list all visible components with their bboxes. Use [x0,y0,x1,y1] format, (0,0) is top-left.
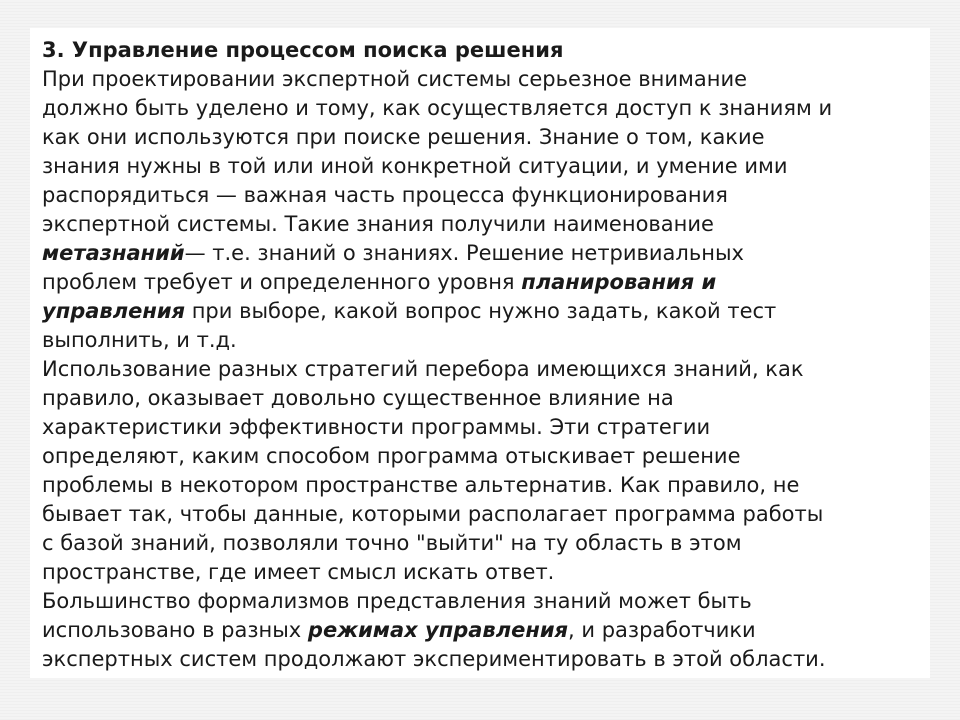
text-line: определяют, каким способом программа отыскивает решение [42,444,741,468]
text-line [42,268,920,297]
text-line: Большинство формализмов представления знаний может быть [42,589,752,613]
text-line: как они используются при поиске решения. Знание о том, какие [42,125,765,149]
text-line: проблемы в некотором пространстве альтернатив. Как правило, не [42,473,800,497]
text-line: с базой знаний, позволяли точно "выйти" на ту область в этом [42,531,742,555]
text-line [42,239,920,268]
text-line: знания нужны в той или иной конкретной ситуации, и умение ими [42,154,788,178]
text-fragment: при выборе, какой вопрос нужно задать, какой тест [185,299,777,323]
term-control: управления [42,299,186,323]
text-fragment: — т.е. знаний о знаниях. Решение нетривиальных [184,241,744,265]
term-metaknowledge: метазнаний [42,241,185,265]
term-control-modes: режимах управления [307,618,569,642]
text-line [42,616,920,645]
text-line: пространстве, где имеет смысл искать ответ. [42,560,555,584]
text-fragment: использовано в разных [42,618,308,642]
text-line [42,297,920,326]
text-line: экспертных систем продолжают экспериментировать в этой области. [42,647,826,671]
text-line: должно быть уделено и тому, как осуществляется доступ к знаниям и [42,96,833,120]
text-line: характеристики эффективности программы. Эти стратегии [42,415,711,439]
paragraph-2 [42,355,920,587]
text-line: правило, оказывает довольно существенное влияние на [42,386,674,410]
text-line: бывает так, чтобы данные, которыми располагает программа работы [42,502,824,526]
paragraph-3 [42,587,920,674]
text-line: распорядиться — важная часть процесса функционирования [42,183,728,207]
text-fragment: проблем требует и определенного уровня [42,270,522,294]
slide-title: 3. Управление процессом поиска решения [42,38,564,62]
text-fragment: , и разработчики [568,618,756,642]
text-line: экспертной системы. Такие знания получили наименование [42,212,714,236]
text-line: выполнить, и т.д. [42,328,237,352]
term-planning: планирования и [521,270,717,294]
text-line: При проектировании экспертной системы серьезное внимание [42,67,748,91]
text-line: Использование разных стратегий перебора имеющихся знаний, как [42,357,804,381]
paragraph-1 [42,65,920,355]
content-textbox [30,28,930,678]
